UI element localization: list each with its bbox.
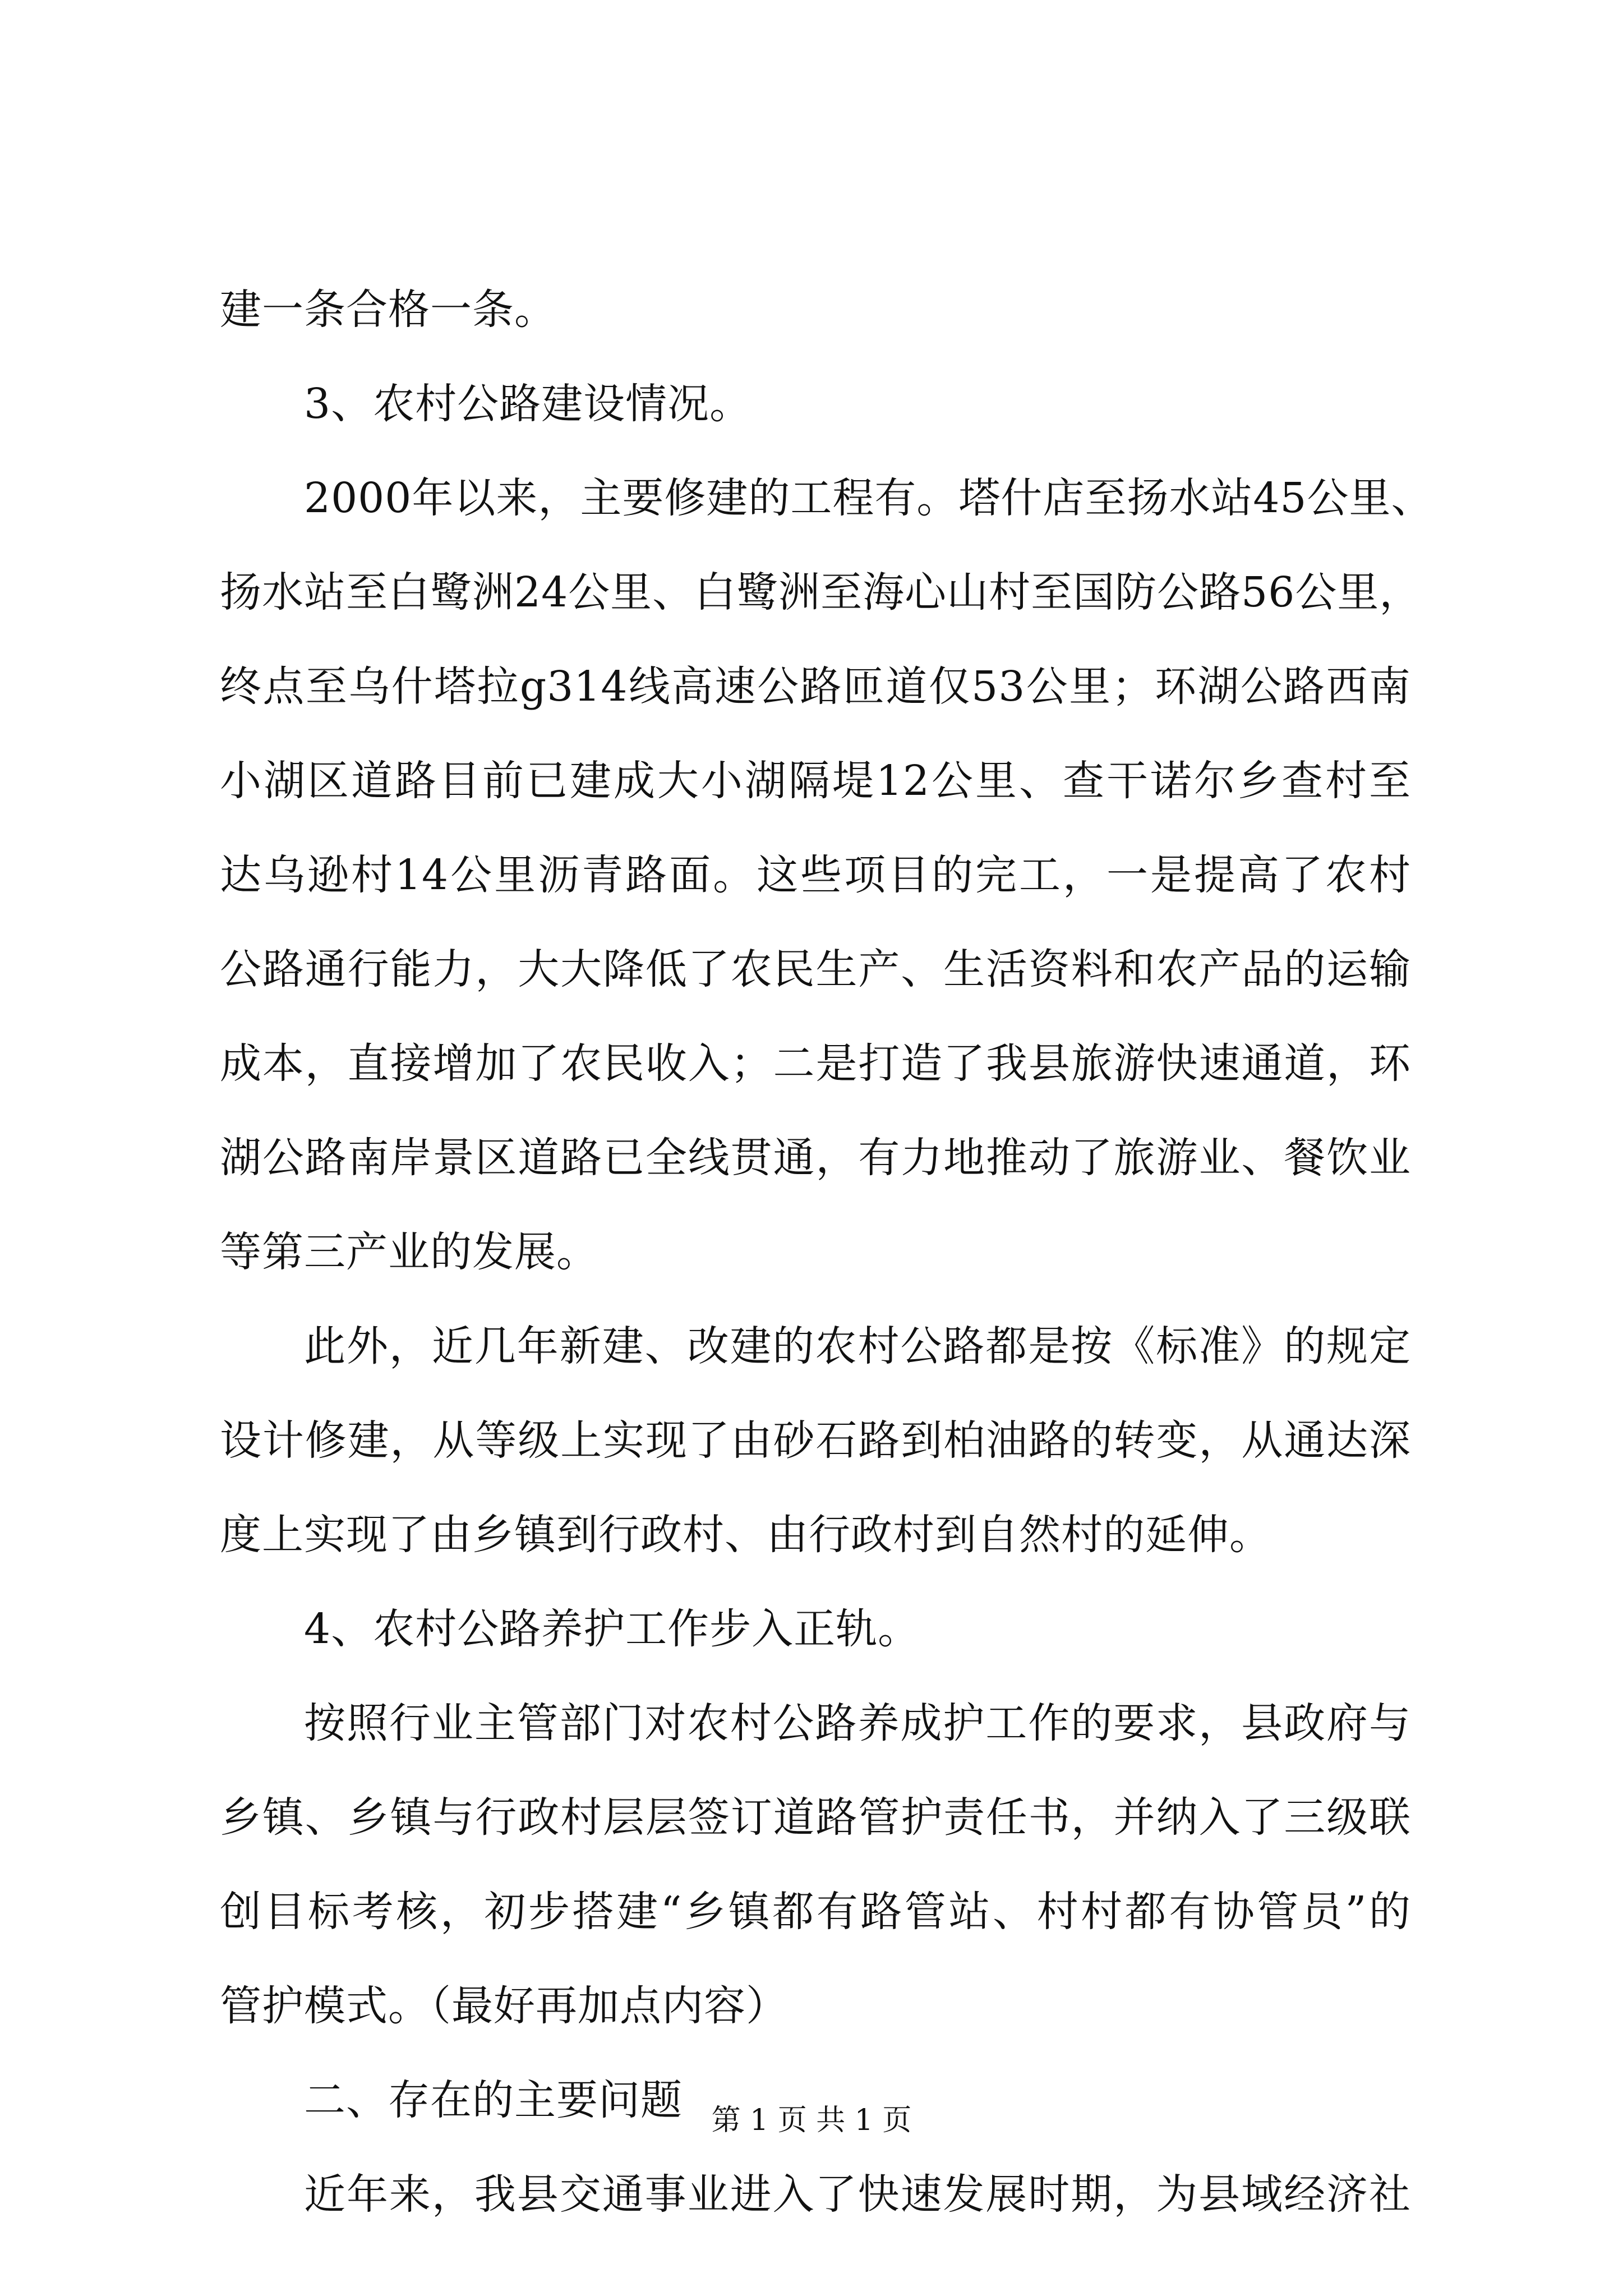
text-line: 度上实现了由乡镇到行政村、由行政村到自然村的延伸。: [220, 1511, 1271, 1559]
text-line: 此外，近几年新建、改建的农村公路都是按《标准》的规定: [304, 1322, 1411, 1370]
text-line: 扬水站至白鹭洲24公里、白鹭洲至海心山村至国防公路56公里，: [220, 568, 1422, 616]
text-line: 3、农村公路建设情况。: [304, 380, 752, 428]
text-line: 创目标考核，初步搭建“乡镇都有路管站、村村都有协管员”的: [220, 1888, 1411, 1936]
text-line: 2000年以来，主要修建的工程有。塔什店至扬水站45公里、: [304, 474, 1433, 522]
text-line: 建一条合格一条。: [220, 286, 556, 334]
text-line: 等第三产业的发展。: [220, 1228, 598, 1276]
text-line: 成本，直接增加了农民收入；二是打造了我县旅游快速通道，环: [220, 1039, 1411, 1088]
text-line: 管护模式。（最好再加点内容）: [220, 1982, 788, 2030]
text-line: 设计修建，从等级上实现了由砂石路到柏油路的转变，从通达深: [220, 1416, 1411, 1465]
page-footer: 第 1 页 共 1 页: [711, 2104, 912, 2137]
text-line: 按照行业主管部门对农村公路养成护工作的要求，县政府与: [304, 1699, 1411, 1747]
text-line: 4、农村公路养护工作步入正轨。: [304, 1605, 920, 1653]
text-line: 近年来，我县交通事业进入了快速发展时期，为县域经济社: [304, 2170, 1411, 2219]
text-line: 公路通行能力，大大降低了农民生产、生活资料和农产品的运输: [220, 945, 1411, 993]
text-line: 二、存在的主要问题: [304, 2076, 683, 2124]
text-line: 湖公路南岸景区道路已全线贯通，有力地推动了旅游业、餐饮业: [220, 1134, 1411, 1182]
text-line: 小湖区道路目前已建成大小湖隔堤12公里、查干诺尔乡查村至: [220, 757, 1411, 805]
text-line: 达乌逊村14公里沥青路面。这些项目的完工，一是提高了农村: [220, 851, 1411, 899]
document-body: [220, 263, 1433, 2242]
text-line: 终点至乌什塔拉g314线高速公路匝道仅53公里；环湖公路西南: [220, 662, 1411, 711]
text-line: 乡镇、乡镇与行政村层层签订道路管护责任书，并纳入了三级联: [220, 1793, 1411, 1842]
